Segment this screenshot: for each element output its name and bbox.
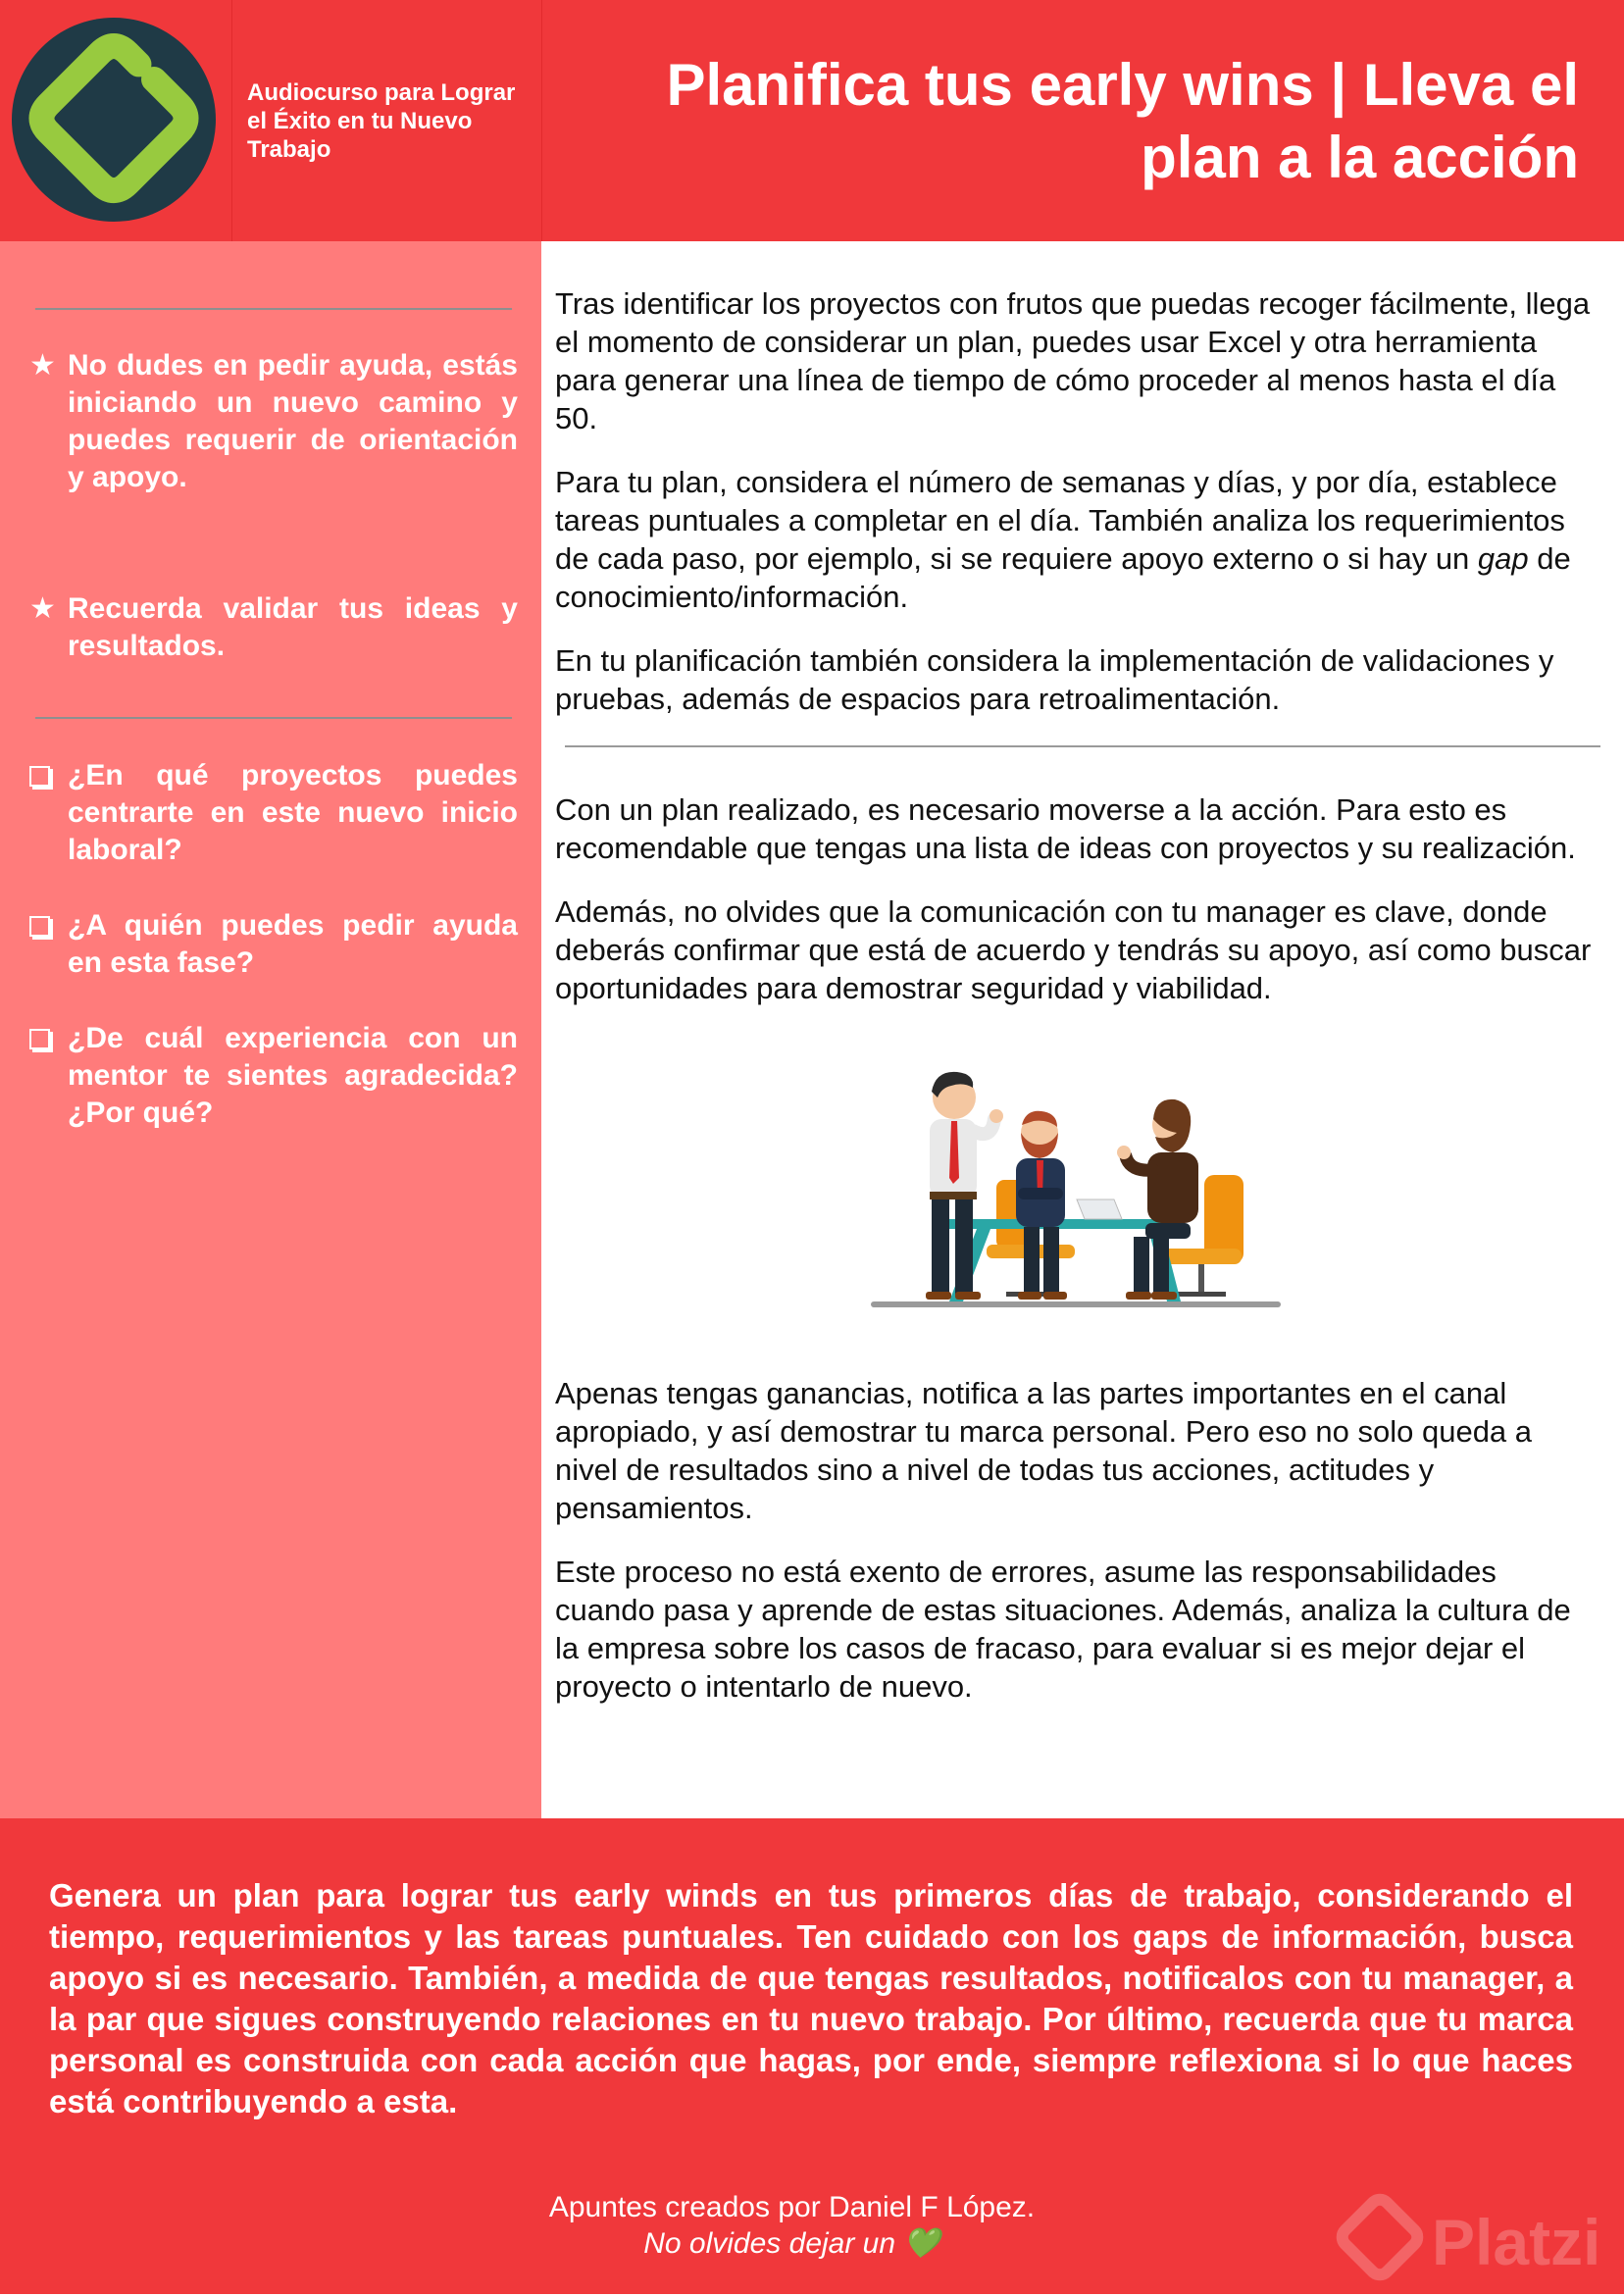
checkbox-icon (29, 766, 50, 787)
tip-text: No dudes en pedir ayuda, estás iniciando un nuevo camino y puedes requerir de orientación y apoyo. (68, 349, 518, 493)
watermark-text: Platzi (1432, 2206, 1601, 2278)
summary-text: Genera un plan para lograr tus early winds en tus primeros días de trabajo, considerando el tiempo, requerimientos y las tareas puntuales. Ten cuidado con los gaps de información, busca apoyo si es necesario. También, a medida de que tengas resultados, notificalos con tu manager, a la par que sigues construyendo relaciones en tu nuevo trabajo. Por último, recuerda que tu marca personal es construida con cada acción que hagas, por ende, siempre reflexiona si lo que haces está contribuyendo a esta. (49, 1877, 1573, 2119)
paragraph: Este proceso no está exento de errores, asume las responsabilidades cuando pasa y aprende de estas situaciones. Además, analiza la cultura de la empresa sobre los casos de fracaso, para evaluar si es mejor dejar el proyecto o intentarlo de nuevo. (555, 1555, 1571, 1704)
course-title: Audiocurso para Lograr el Éxito en tu Nuevo Trabajo (247, 79, 516, 163)
paragraph: Para tu plan, considera el número de semanas y días, y por día, establece tareas puntuales a completar en el día. También analiza los requerimientos de cada paso, por ejemplo, si se requiere apoyo externo o si hay un gap de conocimiento/información. (555, 465, 1571, 614)
sidebar (0, 241, 541, 1818)
footer-summary (0, 1818, 1624, 2294)
meeting-illustration (555, 1062, 1599, 1311)
paragraph: En tu planificación también considera la implementación de validaciones y pruebas, además de espacios para retroalimentación. (555, 643, 1554, 716)
main-content (555, 284, 1599, 1731)
tip-item (29, 347, 518, 496)
question-item (29, 907, 518, 982)
content-divider (565, 745, 1600, 747)
sidebar-divider (35, 717, 512, 719)
question-item (29, 1020, 518, 1132)
paragraph: Apenas tengas ganancias, notifica a las partes importantes en el canal apropiado, y así demostrar tu marca personal. Pero eso no solo queda a nivel de resultados sino a nivel de todas tus acciones, actitudes y pensamientos. (555, 1376, 1533, 1525)
platzi-watermark (1336, 2183, 1620, 2291)
header (0, 0, 1624, 241)
star-icon: ★ (29, 349, 56, 382)
checkbox-icon (29, 1029, 50, 1049)
header-divider (231, 0, 232, 241)
question-text: ¿De cuál experiencia con un mentor te sientes agradecida?¿Por qué? (68, 1022, 518, 1129)
reminder-line: No olvides dejar un 💚 (643, 2227, 940, 2260)
question-item (29, 757, 518, 869)
star-icon: ★ (29, 592, 56, 625)
checkbox-icon (29, 916, 50, 937)
tip-text: Recuerda validar tus ideas y resultados. (68, 592, 518, 662)
platzi-logo (12, 18, 216, 222)
credit-line: Apuntes creados por Daniel F López. (548, 2191, 1036, 2223)
paragraph: Además, no olvides que la comunicación con tu manager es clave, donde deberás confirmar que está de acuerdo y tendrás su apoyo, así como buscar oportunidades para demostrar seguridad y viabilidad. (555, 894, 1592, 1005)
paragraph: Con un plan realizado, es necesario moverse a la acción. Para esto es recomendable que tengas una lista de ideas con proyectos y su realización. (555, 792, 1576, 865)
header-divider (541, 0, 542, 241)
question-text: ¿A quién puedes pedir ayuda en esta fase? (68, 909, 518, 979)
sidebar-divider (35, 308, 512, 310)
tip-item (29, 590, 518, 665)
emphasis-gap: gap (1477, 541, 1529, 576)
platzi-watermark-icon (1336, 2183, 1424, 2291)
green-heart-icon: 💚 (903, 2227, 940, 2260)
question-text: ¿En qué proyectos puedes centrarte en este nuevo inicio laboral? (68, 759, 518, 866)
paragraph: Tras identificar los proyectos con frutos que puedas recoger fácilmente, llega el momento de considerar un plan, puedes usar Excel y otra herramienta para generar una línea de tiempo de cómo proceder al menos hasta el día 50. (555, 286, 1591, 435)
page-title: Planifica tus early wins | Lleva el plan a la acción (666, 52, 1579, 190)
